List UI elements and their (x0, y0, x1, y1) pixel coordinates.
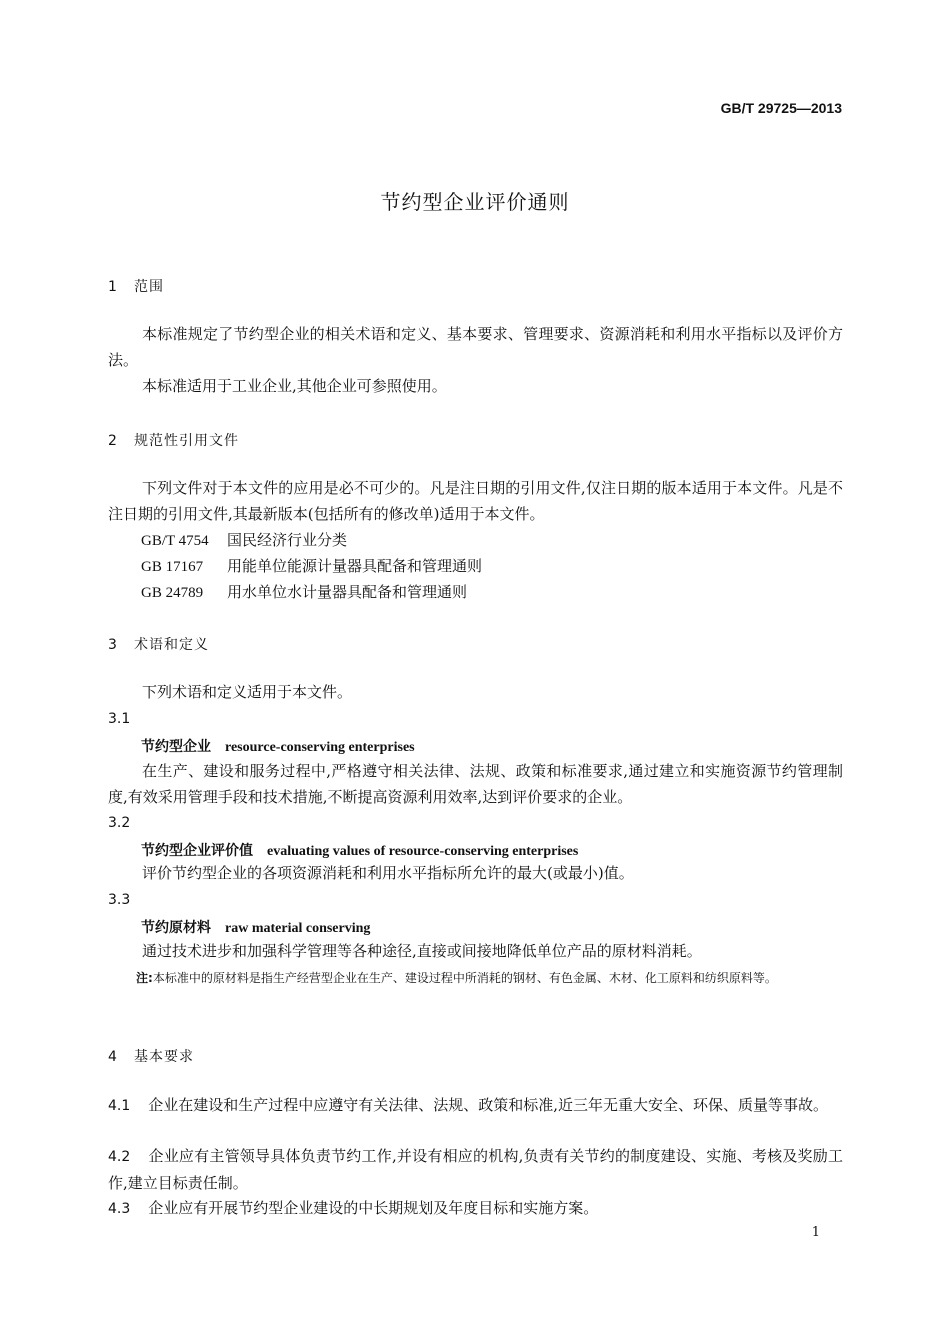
reference-code: GB 17167 (141, 559, 204, 575)
term-heading (141, 736, 415, 756)
reference-item (141, 529, 347, 550)
reference-title: 用能单位能源计量器具配备和管理通则 (227, 557, 483, 575)
section-2-heading (108, 430, 239, 450)
reference-title: 用水单位水计量器具配备和管理通则 (227, 583, 468, 601)
requirement-item (108, 1143, 843, 1196)
section-title: 术语和定义 (134, 637, 209, 653)
requirement-item (108, 1195, 843, 1222)
section-2-paragraph-1: 下列文件对于本文件的应用是必不可少的。凡是注日期的引用文件,仅注日期的版本适用于本文件。凡是不注日期的引用文件,其最新版本(包括所有的修改单)适用于本文件。 (108, 479, 843, 523)
reference-item (141, 581, 467, 602)
section-number: 2 (108, 433, 118, 449)
term-definition: 通过技术进步和加强科学管理等各种途径,直接或间接地降低单位产品的原材料消耗。 (142, 942, 702, 960)
section-1-paragraph-1: 本标准规定了节约型企业的相关术语和定义、基本要求、管理要求、资源消耗和利用水平指标以及评价方法。 (108, 325, 843, 369)
document-title: 节约型企业评价通则 (380, 190, 570, 214)
section-title: 范围 (134, 279, 164, 295)
clause-number: 3.2 (108, 815, 131, 831)
reference-code: GB 24789 (141, 585, 204, 601)
item-text: 企业应有开展节约型企业建设的中长期规划及年度目标和实施方案。 (148, 1199, 599, 1217)
section-4-heading (108, 1046, 194, 1066)
item-text: 企业在建设和生产过程中应遵守有关法律、法规、政策和标准,近三年无重大安全、环保、质量等事故。 (148, 1096, 829, 1114)
section-title: 基本要求 (134, 1049, 194, 1065)
section-3-heading (108, 634, 209, 654)
term-english: raw material conserving (225, 921, 371, 936)
reference-item (141, 555, 482, 576)
section-1-heading (108, 276, 164, 296)
term-chinese: 节约型企业 (141, 739, 211, 755)
requirement-item (108, 1092, 843, 1119)
term-definition: 在生产、建设和服务过程中,严格遵守相关法律、法规、政策和标准要求,通过建立和实施资源节约管理制度,有效采用管理手段和技术措施,不断提高资源利用效率,达到评价要求的企业。 (108, 762, 843, 806)
term-english: evaluating values of resource-conserving enterprises (267, 844, 579, 859)
section-3-intro: 下列术语和定义适用于本文件。 (142, 683, 353, 701)
term-heading (141, 917, 370, 937)
clause-number: 3.3 (108, 892, 131, 908)
section-number: 4 (108, 1049, 118, 1065)
note (136, 966, 843, 990)
section-number: 3 (108, 637, 118, 653)
reference-title: 国民经济行业分类 (227, 531, 348, 549)
page-number: 1 (811, 1225, 820, 1240)
note-text: 本标准中的原材料是指生产经营型企业在生产、建设过程中所消耗的钢材、有色金属、木材、化工原料和纺织原料等。 (152, 971, 777, 985)
term-definition: 评价节约型企业的各项资源消耗和利用水平指标所允许的最大(或最小)值。 (142, 864, 634, 882)
term-english: resource-conserving enterprises (225, 740, 415, 755)
section-1-paragraph-2: 本标准适用于工业企业,其他企业可参照使用。 (142, 377, 447, 395)
term-chinese: 节约原材料 (141, 920, 211, 936)
standard-number: GB/T 29725—2013 (720, 100, 842, 116)
item-number: 4.2 (108, 1149, 131, 1165)
item-text: 企业应有主管领导具体负责节约工作,并设有相应的机构,负责有关节约的制度建设、实施、考核及奖励工作,建立目标责任制。 (108, 1147, 843, 1192)
term-chinese: 节约型企业评价值 (141, 843, 253, 859)
clause-number: 3.1 (108, 711, 131, 727)
note-label: 注: (136, 971, 153, 985)
item-number: 4.1 (108, 1098, 131, 1114)
item-number: 4.3 (108, 1201, 131, 1217)
section-number: 1 (108, 279, 118, 295)
reference-code: GB/T 4754 (141, 533, 209, 549)
section-title: 规范性引用文件 (134, 433, 239, 449)
term-heading (141, 840, 578, 860)
